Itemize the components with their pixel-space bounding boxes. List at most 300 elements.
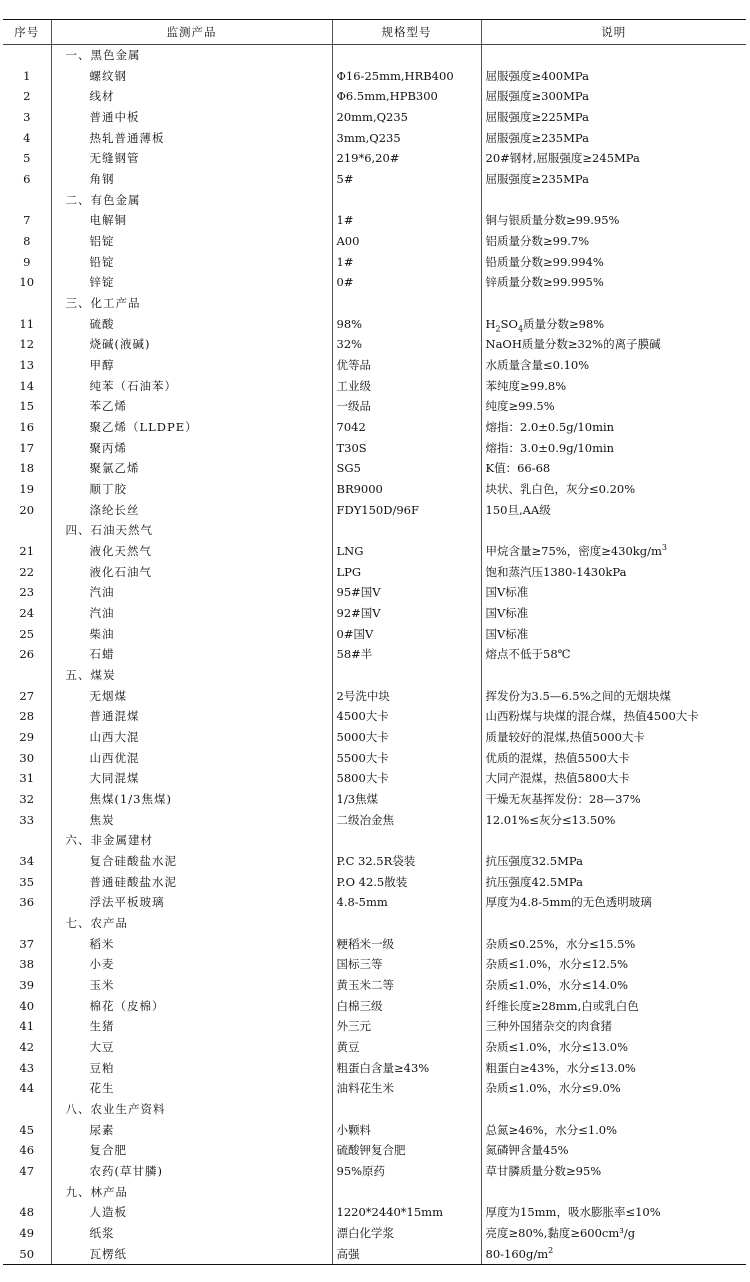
table-row [3,706,746,727]
description-cell: 150旦,AA级 [481,499,746,520]
table-row [3,231,746,252]
row-number: 47 [19,1164,35,1179]
spec-cell: 95%原药 [332,1161,481,1182]
row-number: 37 [19,936,35,951]
description-cell: 纯度≥99.5% [481,396,746,417]
description-cell: 国Ⅴ标准 [481,623,746,644]
spec-cell [332,665,481,686]
row-number: 39 [19,978,35,993]
header-row [3,20,746,45]
product-name: 花生 [51,1078,332,1099]
description-cell: 锌质量分数≥99.995% [481,272,746,293]
spec-cell: 1/3焦煤 [332,789,481,810]
table-row [3,169,746,190]
category-row [3,45,746,66]
description-cell [481,913,746,934]
product-name: 玉米 [51,975,332,996]
row-number: 29 [19,730,35,744]
row-number: 23 [19,585,35,600]
spec-cell: 白棉三级 [332,995,481,1016]
product-name: 浮法平板玻璃 [51,892,332,913]
description-text: SO [500,316,518,331]
table-row [3,479,746,500]
product-name: 大同混煤 [51,768,332,789]
description-cell: 屈服强度≥235MPa [481,127,746,148]
description-text: 80-160g/m [485,1246,549,1261]
row-number: 34 [19,854,35,869]
description-cell: 熔点不低于58℃ [481,644,746,665]
product-name: 聚丙烯 [51,437,332,458]
table-row [3,355,746,376]
description-cell: 纤维长度≥28mm,白或乳白色 [481,995,746,1016]
spec-cell: T30S [332,437,481,458]
description-cell: 屈服强度≥300MPa [481,86,746,107]
product-name: 无烟煤 [51,685,332,706]
spec-cell: 油料花生米 [332,1078,481,1099]
product-name: 生猪 [51,1016,332,1037]
table-row [3,851,746,872]
row-number: 24 [19,605,35,620]
spec-cell: 219*6,20# [332,148,481,169]
product-name: 山西优混 [51,747,332,768]
product-name: 汽油 [51,582,332,603]
spec-cell: 92#国Ⅴ [332,603,481,624]
table-row [3,603,746,624]
spec-cell: A00 [332,231,481,252]
product-name: 顺丁胶 [51,479,332,500]
spec-cell: P.C 32.5R袋装 [332,851,481,872]
row-number: 10 [19,275,35,290]
header-spec: 规格型号 [332,20,481,45]
row-number [3,830,51,851]
row-number: 9 [23,254,31,269]
category-label: 一、黑色金属 [51,45,332,66]
description-cell [481,313,746,334]
description-cell: 厚度为15mm，吸水膨胀率≤10% [481,1202,746,1223]
spec-cell: 4500大卡 [332,706,481,727]
description-cell: 苯纯度≥99.8% [481,375,746,396]
row-number: 7 [23,213,31,228]
description-cell [481,665,746,686]
spec-cell: 粗蛋白含量≥43% [332,1057,481,1078]
spec-cell [332,1099,481,1120]
spec-cell: FDY150D/96F [332,499,481,520]
row-number: 30 [19,750,35,765]
table-row [3,437,746,458]
description-cell: 厚度为4.8-5mm的无色透明玻璃 [481,892,746,913]
row-number: 3 [23,109,31,124]
spec-cell [332,189,481,210]
row-number: 35 [19,874,35,889]
description-cell [481,45,746,66]
description-cell: 杂质≤1.0%，水分≤13.0% [481,1037,746,1058]
table-row [3,1078,746,1099]
table-row [3,933,746,954]
product-name: 角钢 [51,169,332,190]
table-row [3,954,746,975]
product-name: 棉花（皮棉） [51,995,332,1016]
table-row [3,1037,746,1058]
product-name: 涤纶长丝 [51,499,332,520]
description-cell [481,1099,746,1120]
product-name: 烧碱(液碱) [51,334,332,355]
description-cell: 国Ⅴ标准 [481,603,746,624]
description-cell [481,189,746,210]
description-cell: 草甘膦质量分数≥95% [481,1161,746,1182]
description-cell: 粗蛋白≥43%，水分≤13.0% [481,1057,746,1078]
description-cell: NaOH质量分数≥32%的离子膜碱 [481,334,746,355]
table-row [3,1057,746,1078]
spec-cell: 小颗料 [332,1119,481,1140]
category-label: 九、林产品 [51,1181,332,1202]
table-row [3,1202,746,1223]
row-number: 21 [19,543,35,558]
table-row [3,148,746,169]
table-header [3,20,746,45]
row-number: 8 [23,233,31,248]
category-row [3,189,746,210]
row-number [3,293,51,314]
row-number: 18 [19,461,35,476]
table-row [3,107,746,128]
category-label: 五、煤炭 [51,665,332,686]
category-row [3,913,746,934]
category-row [3,520,746,541]
product-name: 农药(草甘膦) [51,1161,332,1182]
row-number: 16 [19,419,35,434]
description-cell: 12.01%≤灰分≤13.50% [481,809,746,830]
header-desc: 说明 [481,20,746,45]
spec-cell: 1# [332,251,481,272]
description-text: H [485,316,496,331]
category-label: 八、农业生产资料 [51,1099,332,1120]
spec-cell: 粳稻米一级 [332,933,481,954]
table-row [3,561,746,582]
spec-cell: 3mm,Q235 [332,127,481,148]
spec-cell: 0#国Ⅴ [332,623,481,644]
product-name: 尿素 [51,1119,332,1140]
product-name: 人造板 [51,1202,332,1223]
spec-cell: Φ16-25mm,HRB400 [332,65,481,86]
product-name: 普通硅酸盐水泥 [51,871,332,892]
description-script: 4 [517,323,524,333]
product-name: 纯苯（石油苯） [51,375,332,396]
row-number: 15 [19,399,35,414]
table-row [3,892,746,913]
spec-cell: 黄玉米二等 [332,975,481,996]
table-row [3,644,746,665]
description-cell: 优质的混煤，热值5500大卡 [481,747,746,768]
row-number: 14 [19,378,35,393]
product-name: 普通混煤 [51,706,332,727]
product-name: 焦炭 [51,809,332,830]
row-number: 31 [19,771,35,786]
product-name: 液化天然气 [51,541,332,562]
description-cell: 国Ⅴ标准 [481,582,746,603]
product-name: 普通中板 [51,107,332,128]
description-cell: 干燥无灰基挥发份：28—37% [481,789,746,810]
description-cell: 质量较好的混煤,热值5000大卡 [481,727,746,748]
description-cell: 杂质≤0.25%，水分≤15.5% [481,933,746,954]
row-number: 49 [19,1226,35,1241]
table-row [3,1243,746,1264]
table-row [3,86,746,107]
category-label: 七、农产品 [51,913,332,934]
row-number: 28 [19,709,35,724]
table-row [3,623,746,644]
description-cell [481,541,746,562]
spec-cell: 0# [332,272,481,293]
spec-cell: LPG [332,561,481,582]
product-name: 甲醇 [51,355,332,376]
row-number [3,1181,51,1202]
row-number: 33 [19,812,35,827]
description-cell: 亮度≥80%,黏度≥600cm³/g [481,1223,746,1244]
description-cell: 饱和蒸汽压1380-1430kPa [481,561,746,582]
table-row [3,871,746,892]
description-cell [481,1243,746,1264]
description-cell: 水质量含量≤0.10% [481,355,746,376]
description-cell [481,520,746,541]
description-cell: 氮磷钾含量45% [481,1140,746,1161]
product-name: 电解铜 [51,210,332,231]
spec-cell: 95#国Ⅴ [332,582,481,603]
description-cell: 屈服强度≥400MPa [481,65,746,86]
category-row [3,1099,746,1120]
row-number [3,1099,51,1120]
row-number: 2 [23,89,31,104]
product-name: 焦煤(1/3焦煤) [51,789,332,810]
monitoring-products-table [3,19,746,1265]
row-number: 1 [23,68,31,83]
row-number: 27 [19,688,35,703]
product-name: 无缝钢管 [51,148,332,169]
description-cell: 屈服强度≥235MPa [481,169,746,190]
description-cell: 屈服强度≥225MPa [481,107,746,128]
product-name: 液化石油气 [51,561,332,582]
category-row [3,665,746,686]
description-cell: 20#钢材,屈服强度≥245MPa [481,148,746,169]
spec-cell [332,830,481,851]
table-row [3,375,746,396]
row-number: 22 [19,564,35,579]
table-row [3,1119,746,1140]
category-row [3,293,746,314]
table-row [3,65,746,86]
row-number: 12 [19,337,35,352]
row-number: 50 [3,1243,51,1264]
spec-cell: 2号洗中块 [332,685,481,706]
row-number: 11 [19,316,35,331]
spec-cell: 5# [332,169,481,190]
row-number: 40 [19,998,35,1013]
description-text: 质量分数≥98% [523,316,605,331]
spec-cell: 98% [332,313,481,334]
spec-cell: 一级品 [332,396,481,417]
product-name: 大豆 [51,1037,332,1058]
row-number: 5 [23,151,31,166]
table-row [3,582,746,603]
product-name: 纸浆 [51,1223,332,1244]
description-cell [481,1181,746,1202]
table-row [3,272,746,293]
row-number: 6 [23,171,31,186]
row-number: 42 [19,1040,35,1055]
category-label: 四、石油天然气 [51,520,332,541]
category-label: 六、非金属建材 [51,830,332,851]
spec-cell [332,293,481,314]
product-name: 复合硅酸盐水泥 [51,851,332,872]
product-name: 线材 [51,86,332,107]
row-number: 44 [19,1081,35,1096]
table-row [3,396,746,417]
product-name: 聚乙烯（LLDPE） [51,417,332,438]
table-row [3,313,746,334]
row-number: 25 [19,626,35,641]
row-number: 48 [19,1205,35,1220]
spec-cell: 二级冶金焦 [332,809,481,830]
description-cell: 抗压强度42.5MPa [481,871,746,892]
spec-cell: SG5 [332,458,481,479]
table-row [3,789,746,810]
table-row [3,727,746,748]
product-name: 铝锭 [51,231,332,252]
spec-cell: 7042 [332,417,481,438]
spec-cell [332,520,481,541]
description-cell: 熔指：3.0±0.9g/10min [481,437,746,458]
product-name: 瓦楞纸 [51,1243,332,1264]
description-cell: 铜与银质量分数≥99.95% [481,210,746,231]
category-row [3,1181,746,1202]
category-label: 三、化工产品 [51,293,332,314]
spec-cell: LNG [332,541,481,562]
header-num: 序号 [3,20,51,45]
row-number: 38 [19,957,35,972]
table-row [3,975,746,996]
spec-cell: 1220*2440*15mm [332,1202,481,1223]
product-name: 柴油 [51,623,332,644]
table-row [3,747,746,768]
spec-cell: 国标三等 [332,954,481,975]
product-name: 聚氯乙烯 [51,458,332,479]
category-row [3,830,746,851]
description-cell: 三种外国猪杂交的肉食猪 [481,1016,746,1037]
description-cell: 山西粉煤与块煤的混合煤，热值4500大卡 [481,706,746,727]
spec-cell: 高强 [332,1243,481,1264]
spec-cell: 5500大卡 [332,747,481,768]
spec-cell: 优等品 [332,355,481,376]
spec-cell: 32% [332,334,481,355]
row-number [3,913,51,934]
category-label: 二、有色金属 [51,189,332,210]
row-number: 26 [19,647,35,662]
spec-cell: P.O 42.5散装 [332,871,481,892]
row-number: 41 [19,1019,35,1034]
description-cell: 抗压强度32.5MPa [481,851,746,872]
table-row [3,995,746,1016]
description-cell: 铅质量分数≥99.994% [481,251,746,272]
spec-cell: 58#半 [332,644,481,665]
spec-cell: 硫酸钾复合肥 [332,1140,481,1161]
table-row [3,541,746,562]
row-number: 17 [19,440,35,455]
spec-cell: 黄豆 [332,1037,481,1058]
description-cell: 挥发份为3.5—6.5%之间的无烟块煤 [481,685,746,706]
spec-cell: 4.8-5mm [332,892,481,913]
table-row [3,251,746,272]
header-product: 监测产品 [51,20,332,45]
row-number: 43 [19,1060,35,1075]
description-cell: 熔指：2.0±0.5g/10min [481,417,746,438]
product-name: 小麦 [51,954,332,975]
description-cell: 大同产混煤，热值5800大卡 [481,768,746,789]
table-row [3,809,746,830]
table-row [3,458,746,479]
description-text: 甲烷含量≥75%，密度≥430kg/m [485,543,662,558]
description-script: 3 [661,543,667,553]
spec-cell: 5000大卡 [332,727,481,748]
table-row [3,127,746,148]
row-number: 32 [19,792,35,807]
spec-cell: Φ6.5mm,HPB300 [332,86,481,107]
product-name: 复合肥 [51,1140,332,1161]
row-number [3,45,51,66]
description-cell: 杂质≤1.0%，水分≤12.5% [481,954,746,975]
table-row [3,1140,746,1161]
product-name: 苯乙烯 [51,396,332,417]
table-row [3,417,746,438]
row-number: 46 [19,1143,35,1158]
product-name: 稻米 [51,933,332,954]
description-cell [481,293,746,314]
table-row [3,1161,746,1182]
row-number [3,189,51,210]
spec-cell: 5800大卡 [332,768,481,789]
spec-cell: 漂白化学浆 [332,1223,481,1244]
description-cell: 杂质≤1.0%，水分≤9.0% [481,1078,746,1099]
description-cell: 块状、乳白色，灰分≤0.20% [481,479,746,500]
product-name: 汽油 [51,603,332,624]
row-number: 36 [19,895,35,910]
row-number: 45 [19,1122,35,1137]
product-name: 硫酸 [51,313,332,334]
table-row [3,685,746,706]
spec-cell: 1# [332,210,481,231]
table-row [3,1016,746,1037]
product-name: 螺纹钢 [51,65,332,86]
description-cell: 杂质≤1.0%，水分≤14.0% [481,975,746,996]
description-cell: 总氮≥46%，水分≤1.0% [481,1119,746,1140]
table-row [3,334,746,355]
spec-cell [332,45,481,66]
row-number: 13 [19,357,35,372]
product-name: 铅锭 [51,251,332,272]
row-number: 20 [19,502,35,517]
product-name: 豆粕 [51,1057,332,1078]
description-script: 2 [548,1245,554,1255]
row-number: 4 [23,130,31,145]
spec-cell: 外三元 [332,1016,481,1037]
table-row [3,1223,746,1244]
description-cell [481,830,746,851]
product-name: 锌锭 [51,272,332,293]
spec-cell: BR9000 [332,479,481,500]
table-body [3,45,746,1265]
description-cell: 铝质量分数≥99.7% [481,231,746,252]
description-cell: K值：66-68 [481,458,746,479]
spec-cell [332,913,481,934]
table-row [3,210,746,231]
